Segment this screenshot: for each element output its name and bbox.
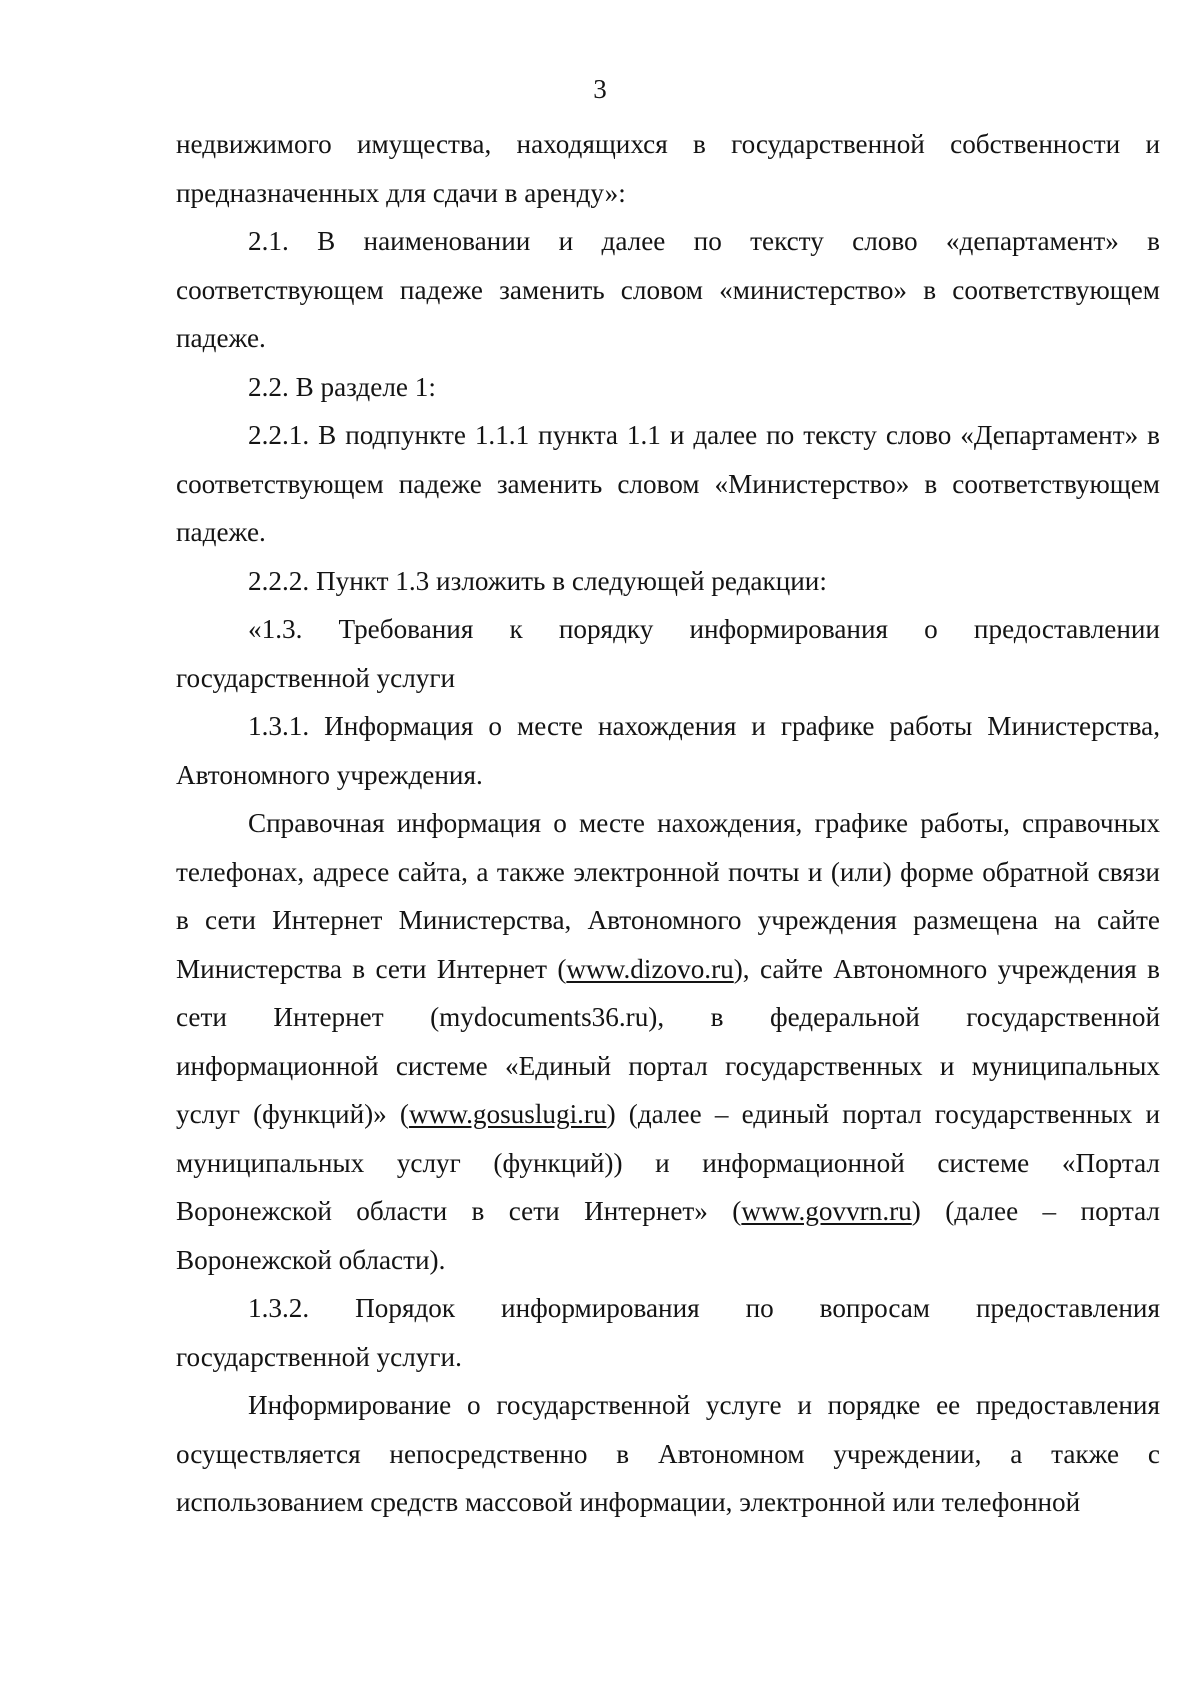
url-text: www.dizovo.ru — [566, 953, 734, 984]
paragraph — [176, 217, 1160, 363]
paragraph — [176, 605, 1160, 702]
paragraph — [176, 411, 1160, 557]
paragraph-text: ) (далее – единый портал государственных и муниципальных услуг (функций)) и информационной системе «Портал Воронежской области в сети Интернет» ( — [176, 1099, 1160, 1226]
paragraph-text: ), сайте Автономного учреждения в сети Интернет (mydocuments36.ru), в федеральной государственной информационной системе «Единый портал государственных и муниципальных услуг (функций)» ( — [176, 953, 1160, 1129]
document-body — [176, 120, 1160, 1527]
paragraph — [176, 120, 1160, 217]
paragraph — [176, 702, 1160, 799]
paragraph-text: 1.3.1. Информация о месте нахождения и графике работы Министерства, Автономного учреждения. — [176, 711, 1160, 790]
paragraph-text: 1.3.2. Порядок информирования по вопросам предоставления государственной услуги. — [176, 1293, 1160, 1372]
paragraph-text: 2.1. В наименовании и далее по тексту слово «департамент» в соответствующем падеже заменить словом «министерство» в соответствующем падеже. — [176, 226, 1160, 353]
paragraph-text: 2.2. В разделе 1: — [248, 371, 436, 402]
paragraph — [176, 799, 1160, 1284]
page-number: 3 — [593, 74, 607, 104]
url-text: www.govvrn.ru — [741, 1196, 912, 1226]
paragraph — [176, 363, 1160, 412]
paragraph-text: ) (далее – портал Воронежской области). — [176, 1196, 1160, 1275]
paragraph-text: Справочная информация о месте нахождения, графике работы, справочных телефонах, адресе сайта, а также электронной почты и (или) форме обратной связи в сети Интернет Министерства, Автономного учреждения размещена на сайте Министерства в сети Интернет ( — [176, 808, 1160, 984]
paragraph — [176, 1381, 1160, 1527]
paragraph-text: 2.2.1. В подпункте 1.1.1 пункта 1.1 и далее по тексту слово «Департамент» в соответствующем падеже заменить словом «Министерство» в соответствующем падеже. — [176, 420, 1160, 547]
paragraph — [176, 1284, 1160, 1381]
paragraph-text: 2.2.2. Пункт 1.3 изложить в следующей редакции: — [248, 565, 827, 596]
paragraph-text: Информирование о государственной услуге и порядке ее предоставления осуществляется непосредственно в Автономном учреждении, а также с использованием средств массовой информации, электронной или телефонной — [176, 1390, 1160, 1517]
paragraph-text: «1.3. Требования к порядку информирования о предоставлении государственной услуги — [176, 614, 1160, 693]
url-text: www.gosuslugi.ru — [408, 1099, 607, 1129]
paragraph — [176, 557, 1160, 606]
paragraph-text: недвижимого имущества, находящихся в государственной собственности и предназначенных для сдачи в аренду»: — [176, 129, 1160, 208]
